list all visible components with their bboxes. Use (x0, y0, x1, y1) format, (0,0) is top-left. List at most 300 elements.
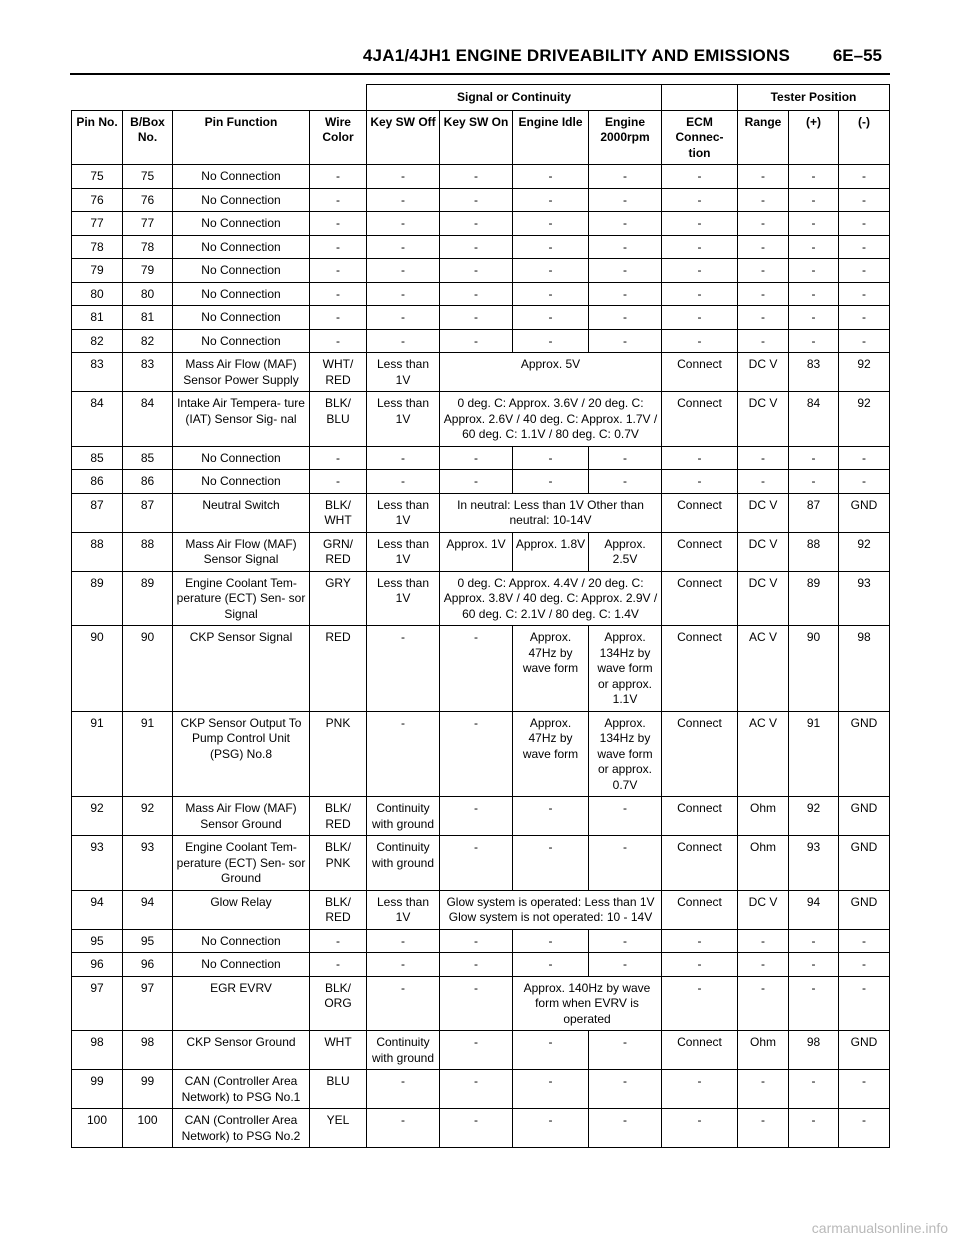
header-plus: (+) (789, 110, 839, 165)
table-row (72, 1109, 890, 1148)
engine-2000rpm-cell: - (589, 1070, 662, 1109)
wire-color-cell: PNK (310, 711, 367, 797)
key-sw-off-cell: - (367, 711, 440, 797)
engine-idle-cell: - (513, 470, 589, 494)
tester-minus-cell: - (839, 165, 890, 189)
tester-plus-cell: - (789, 188, 839, 212)
pin-no-cell: 88 (72, 532, 123, 571)
pin-no-cell: 94 (72, 890, 123, 929)
header-minus: (-) (839, 110, 890, 165)
pin-no-cell: 89 (72, 571, 123, 626)
bbox-no-cell: 89 (123, 571, 173, 626)
pin-function-cell: Mass Air Flow (MAF) Sensor Power Supply (173, 353, 310, 392)
pin-function-cell: No Connection (173, 953, 310, 977)
signal-value-cell: In neutral: Less than 1V Other than neutral: 10-14V (440, 493, 662, 532)
range-cell: - (738, 235, 789, 259)
header-range: Range (738, 110, 789, 165)
engine-idle-cell: - (513, 235, 589, 259)
tester-plus-cell: 89 (789, 571, 839, 626)
key-sw-on-cell: Approx. 1V (440, 532, 513, 571)
engine-2000rpm-cell: - (589, 282, 662, 306)
header-key-sw-on: Key SW On (440, 110, 513, 165)
wire-color-cell: - (310, 188, 367, 212)
wire-color-cell: - (310, 929, 367, 953)
pin-function-cell: No Connection (173, 306, 310, 330)
table-row (72, 282, 890, 306)
header-engine-2000rpm: Engine 2000rpm (589, 110, 662, 165)
pin-function-cell: No Connection (173, 329, 310, 353)
pin-function-cell: No Connection (173, 235, 310, 259)
engine-2000rpm-cell: - (589, 836, 662, 891)
range-cell: - (738, 306, 789, 330)
range-cell: DC V (738, 353, 789, 392)
pin-function-cell: No Connection (173, 212, 310, 236)
pin-no-cell: 76 (72, 188, 123, 212)
bbox-no-cell: 78 (123, 235, 173, 259)
tester-plus-cell: 88 (789, 532, 839, 571)
ecm-connection-cell: Connect (662, 353, 738, 392)
pin-no-cell: 96 (72, 953, 123, 977)
key-sw-off-cell: - (367, 470, 440, 494)
table-row (72, 188, 890, 212)
engine-2000rpm-cell: - (589, 306, 662, 330)
tester-minus-cell: - (839, 976, 890, 1031)
range-cell: DC V (738, 890, 789, 929)
bbox-no-cell: 88 (123, 532, 173, 571)
key-sw-on-cell: - (440, 711, 513, 797)
engine-idle-cell: - (513, 1109, 589, 1148)
header-ecm-connection: ECM Connec- tion (662, 110, 738, 165)
ecm-connection-cell: - (662, 329, 738, 353)
pin-no-cell: 82 (72, 329, 123, 353)
tester-minus-cell: - (839, 1109, 890, 1148)
engine-2000rpm-cell: - (589, 1109, 662, 1148)
bbox-no-cell: 81 (123, 306, 173, 330)
wire-color-cell: BLK/ RED (310, 797, 367, 836)
pin-function-cell: No Connection (173, 929, 310, 953)
range-cell: - (738, 953, 789, 977)
pin-function-cell: No Connection (173, 165, 310, 189)
pin-no-cell: 93 (72, 836, 123, 891)
engine-idle-cell: - (513, 188, 589, 212)
bbox-no-cell: 95 (123, 929, 173, 953)
key-sw-on-cell: - (440, 929, 513, 953)
tester-plus-cell: - (789, 976, 839, 1031)
wire-color-cell: WHT (310, 1031, 367, 1070)
table-row (72, 626, 890, 712)
engine-idle-cell: - (513, 836, 589, 891)
wire-color-cell: YEL (310, 1109, 367, 1148)
range-cell: - (738, 212, 789, 236)
engine-2000rpm-cell: - (589, 1031, 662, 1070)
pin-no-cell: 92 (72, 797, 123, 836)
key-sw-on-cell: - (440, 188, 513, 212)
engine-idle-cell: - (513, 1031, 589, 1070)
range-cell: - (738, 282, 789, 306)
pin-function-cell: CKP Sensor Ground (173, 1031, 310, 1070)
ecm-connection-cell: Connect (662, 626, 738, 712)
key-sw-off-cell: Less than 1V (367, 353, 440, 392)
engine-idle-cell: - (513, 329, 589, 353)
wire-color-cell: - (310, 282, 367, 306)
key-sw-on-cell: - (440, 212, 513, 236)
key-sw-on-cell: - (440, 259, 513, 283)
tester-group-header: Tester Position (738, 85, 890, 111)
column-header-row (72, 110, 890, 165)
wire-color-cell: RED (310, 626, 367, 712)
key-sw-off-cell: - (367, 953, 440, 977)
bbox-no-cell: 92 (123, 797, 173, 836)
header-engine-idle: Engine Idle (513, 110, 589, 165)
page-title: 4JA1/4JH1 ENGINE DRIVEABILITY AND EMISSIONS (362, 46, 790, 65)
range-cell: Ohm (738, 836, 789, 891)
range-cell: AC V (738, 626, 789, 712)
pin-no-cell: 87 (72, 493, 123, 532)
table-row (72, 212, 890, 236)
table-row (72, 836, 890, 891)
engine-idle-cell: - (513, 953, 589, 977)
table-row (72, 329, 890, 353)
engine-2000rpm-cell: Approx. 134Hz by wave form or approx. 1.1V (589, 626, 662, 712)
wire-color-cell: - (310, 212, 367, 236)
tester-minus-cell: - (839, 212, 890, 236)
engine-idle-cell: - (513, 446, 589, 470)
tester-minus-cell: GND (839, 836, 890, 891)
pin-function-cell: Glow Relay (173, 890, 310, 929)
tester-minus-cell: - (839, 929, 890, 953)
engine-2000rpm-cell: - (589, 259, 662, 283)
key-sw-on-cell: - (440, 797, 513, 836)
table-row (72, 1070, 890, 1109)
range-cell: Ohm (738, 1031, 789, 1070)
engine-2000rpm-cell: - (589, 470, 662, 494)
pin-no-cell: 77 (72, 212, 123, 236)
tester-plus-cell: - (789, 235, 839, 259)
ecm-connection-cell: Connect (662, 797, 738, 836)
range-cell: - (738, 929, 789, 953)
page-number: 6E–55 (832, 46, 882, 65)
wire-color-cell: - (310, 235, 367, 259)
range-cell: DC V (738, 532, 789, 571)
key-sw-on-cell: - (440, 953, 513, 977)
ecm-connection-cell: Connect (662, 890, 738, 929)
ecm-connection-cell: Connect (662, 711, 738, 797)
table-row (72, 571, 890, 626)
bbox-no-cell: 84 (123, 392, 173, 447)
tester-plus-cell: - (789, 259, 839, 283)
bbox-no-cell: 99 (123, 1070, 173, 1109)
range-cell: - (738, 259, 789, 283)
tester-minus-cell: - (839, 329, 890, 353)
key-sw-off-cell: - (367, 259, 440, 283)
key-sw-off-cell: - (367, 1070, 440, 1109)
bbox-no-cell: 96 (123, 953, 173, 977)
engine-2000rpm-cell: - (589, 329, 662, 353)
range-cell: - (738, 329, 789, 353)
header-key-sw-off: Key SW Off (367, 110, 440, 165)
range-cell: - (738, 976, 789, 1031)
tester-minus-cell: - (839, 188, 890, 212)
pin-function-cell: No Connection (173, 446, 310, 470)
header-pin-no: Pin No. (72, 110, 123, 165)
engine-idle-cell: Approx. 1.8V (513, 532, 589, 571)
key-sw-off-cell: - (367, 446, 440, 470)
ecm-connection-cell: - (662, 446, 738, 470)
tester-minus-cell: - (839, 306, 890, 330)
bbox-no-cell: 87 (123, 493, 173, 532)
key-sw-on-cell: - (440, 446, 513, 470)
pin-function-cell: Mass Air Flow (MAF) Sensor Signal (173, 532, 310, 571)
pin-function-cell: No Connection (173, 259, 310, 283)
pin-function-cell: No Connection (173, 282, 310, 306)
wire-color-cell: BLK/ WHT (310, 493, 367, 532)
key-sw-off-cell: - (367, 329, 440, 353)
tester-minus-cell: 93 (839, 571, 890, 626)
tester-minus-cell: - (839, 282, 890, 306)
key-sw-off-cell: - (367, 1109, 440, 1148)
ecm-connection-cell: Connect (662, 1031, 738, 1070)
table-row (72, 797, 890, 836)
pin-function-cell: Neutral Switch (173, 493, 310, 532)
wire-color-cell: - (310, 259, 367, 283)
key-sw-off-cell: Less than 1V (367, 532, 440, 571)
wire-color-cell: BLK/ PNK (310, 836, 367, 891)
table-row (72, 306, 890, 330)
ecm-connection-cell: Connect (662, 836, 738, 891)
engine-2000rpm-cell: - (589, 165, 662, 189)
signal-value-cell: Approx. 5V (440, 353, 662, 392)
engine-idle-cell: - (513, 212, 589, 236)
header-wire-color: Wire Color (310, 110, 367, 165)
pin-no-cell: 75 (72, 165, 123, 189)
engine-2000rpm-cell: - (589, 953, 662, 977)
wire-color-cell: - (310, 329, 367, 353)
bbox-no-cell: 91 (123, 711, 173, 797)
tester-plus-cell: - (789, 1070, 839, 1109)
tester-plus-cell: 98 (789, 1031, 839, 1070)
engine-idle-cell: Approx. 47Hz by wave form (513, 711, 589, 797)
table-row (72, 392, 890, 447)
bbox-no-cell: 94 (123, 890, 173, 929)
table-row (72, 493, 890, 532)
key-sw-on-cell: - (440, 1031, 513, 1070)
key-sw-off-cell: Continuity with ground (367, 836, 440, 891)
tester-minus-cell: - (839, 953, 890, 977)
table-row (72, 1031, 890, 1070)
pin-no-cell: 90 (72, 626, 123, 712)
tester-minus-cell: 92 (839, 532, 890, 571)
pin-no-cell: 100 (72, 1109, 123, 1148)
range-cell: - (738, 1070, 789, 1109)
tester-minus-cell: 92 (839, 392, 890, 447)
tester-minus-cell: - (839, 470, 890, 494)
range-cell: DC V (738, 493, 789, 532)
pin-function-cell: No Connection (173, 470, 310, 494)
wire-color-cell: BLK/ RED (310, 890, 367, 929)
bbox-no-cell: 77 (123, 212, 173, 236)
range-cell: - (738, 165, 789, 189)
tester-plus-cell: - (789, 306, 839, 330)
signal-value-cell: Approx. 140Hz by wave form when EVRV is operated (513, 976, 662, 1031)
tester-minus-cell: 92 (839, 353, 890, 392)
range-cell: DC V (738, 571, 789, 626)
key-sw-off-cell: - (367, 976, 440, 1031)
tester-plus-cell: 83 (789, 353, 839, 392)
table-row (72, 953, 890, 977)
wire-color-cell: - (310, 165, 367, 189)
pin-no-cell: 97 (72, 976, 123, 1031)
table-row (72, 259, 890, 283)
wire-color-cell: GRN/ RED (310, 532, 367, 571)
key-sw-off-cell: Continuity with ground (367, 1031, 440, 1070)
tester-plus-cell: - (789, 282, 839, 306)
engine-2000rpm-cell: Approx. 2.5V (589, 532, 662, 571)
tester-plus-cell: 92 (789, 797, 839, 836)
engine-2000rpm-cell: - (589, 188, 662, 212)
pin-function-cell: CAN (Controller Area Network) to PSG No.2 (173, 1109, 310, 1148)
wire-color-cell: BLK/ ORG (310, 976, 367, 1031)
key-sw-on-cell: - (440, 329, 513, 353)
key-sw-off-cell: - (367, 282, 440, 306)
key-sw-on-cell: - (440, 235, 513, 259)
bbox-no-cell: 97 (123, 976, 173, 1031)
key-sw-off-cell: - (367, 626, 440, 712)
tester-minus-cell: GND (839, 711, 890, 797)
tester-plus-cell: 87 (789, 493, 839, 532)
header-pin-function: Pin Function (173, 110, 310, 165)
engine-idle-cell: - (513, 282, 589, 306)
table-row (72, 929, 890, 953)
wire-color-cell: - (310, 953, 367, 977)
engine-idle-cell: - (513, 929, 589, 953)
table-row (72, 235, 890, 259)
key-sw-off-cell: - (367, 235, 440, 259)
key-sw-on-cell: - (440, 165, 513, 189)
pin-no-cell: 83 (72, 353, 123, 392)
tester-plus-cell: - (789, 446, 839, 470)
pin-no-cell: 84 (72, 392, 123, 447)
tester-minus-cell: GND (839, 797, 890, 836)
tester-minus-cell: GND (839, 1031, 890, 1070)
key-sw-off-cell: Less than 1V (367, 392, 440, 447)
key-sw-off-cell: - (367, 165, 440, 189)
pin-no-cell: 80 (72, 282, 123, 306)
pin-table (71, 84, 890, 1148)
pin-no-cell: 86 (72, 470, 123, 494)
engine-idle-cell: - (513, 306, 589, 330)
range-cell: - (738, 470, 789, 494)
tester-plus-cell: 94 (789, 890, 839, 929)
wire-color-cell: - (310, 446, 367, 470)
key-sw-on-cell: - (440, 1109, 513, 1148)
bbox-no-cell: 82 (123, 329, 173, 353)
ecm-connection-cell: - (662, 976, 738, 1031)
pin-function-cell: CKP Sensor Signal (173, 626, 310, 712)
range-cell: Ohm (738, 797, 789, 836)
table-row (72, 446, 890, 470)
bbox-no-cell: 100 (123, 1109, 173, 1148)
pin-function-cell: No Connection (173, 188, 310, 212)
wire-color-cell: WHT/ RED (310, 353, 367, 392)
table-row (72, 532, 890, 571)
tester-minus-cell: - (839, 235, 890, 259)
ecm-connection-cell: - (662, 306, 738, 330)
range-cell: - (738, 188, 789, 212)
table-row (72, 976, 890, 1031)
ecm-connection-cell: - (662, 188, 738, 212)
key-sw-off-cell: - (367, 929, 440, 953)
tester-plus-cell: - (789, 165, 839, 189)
key-sw-on-cell: - (440, 976, 513, 1031)
wire-color-cell: BLK/ BLU (310, 392, 367, 447)
engine-2000rpm-cell: - (589, 929, 662, 953)
tester-plus-cell: 93 (789, 836, 839, 891)
pin-no-cell: 95 (72, 929, 123, 953)
bbox-no-cell: 83 (123, 353, 173, 392)
bbox-no-cell: 75 (123, 165, 173, 189)
bbox-no-cell: 93 (123, 836, 173, 891)
key-sw-on-cell: - (440, 626, 513, 712)
key-sw-on-cell: - (440, 836, 513, 891)
ecm-connection-cell: Connect (662, 392, 738, 447)
ecm-connection-cell: Connect (662, 532, 738, 571)
key-sw-off-cell: Less than 1V (367, 890, 440, 929)
key-sw-off-cell: Less than 1V (367, 493, 440, 532)
ecm-connection-cell: - (662, 1109, 738, 1148)
watermark: carmanualsonline.info (811, 1220, 948, 1236)
pin-no-cell: 98 (72, 1031, 123, 1070)
tester-minus-cell: GND (839, 493, 890, 532)
tester-plus-cell: - (789, 1109, 839, 1148)
pin-function-cell: Mass Air Flow (MAF) Sensor Ground (173, 797, 310, 836)
pin-no-cell: 99 (72, 1070, 123, 1109)
engine-2000rpm-cell: - (589, 797, 662, 836)
pin-no-cell: 85 (72, 446, 123, 470)
key-sw-on-cell: - (440, 470, 513, 494)
ecm-connection-cell: - (662, 165, 738, 189)
pin-function-cell: CAN (Controller Area Network) to PSG No.1 (173, 1070, 310, 1109)
tester-plus-cell: - (789, 470, 839, 494)
tester-minus-cell: - (839, 446, 890, 470)
group-header-row (72, 85, 890, 111)
signal-value-cell: Glow system is operated: Less than 1V Glow system is not operated: 10 - 14V (440, 890, 662, 929)
bbox-no-cell: 85 (123, 446, 173, 470)
pin-function-cell: Engine Coolant Tem- perature (ECT) Sen- sor Ground (173, 836, 310, 891)
key-sw-off-cell: - (367, 306, 440, 330)
table-row (72, 353, 890, 392)
key-sw-on-cell: - (440, 306, 513, 330)
ecm-connection-cell: Connect (662, 493, 738, 532)
tester-plus-cell: 91 (789, 711, 839, 797)
engine-2000rpm-cell: - (589, 446, 662, 470)
bbox-no-cell: 76 (123, 188, 173, 212)
pin-function-cell: Engine Coolant Tem- perature (ECT) Sen- sor Signal (173, 571, 310, 626)
blank-corner (72, 85, 367, 111)
table-row (72, 711, 890, 797)
header-bbox-no: B/Box No. (123, 110, 173, 165)
tester-minus-cell: - (839, 1070, 890, 1109)
pin-function-cell: EGR EVRV (173, 976, 310, 1031)
ecm-connection-cell: - (662, 929, 738, 953)
signal-value-cell: 0 deg. C: Approx. 4.4V / 20 deg. C: Approx. 3.8V / 40 deg. C: Approx. 2.9V / 60 deg. C: 2.1V / 80 deg. C: 1.4V (440, 571, 662, 626)
pin-no-cell: 79 (72, 259, 123, 283)
pin-no-cell: 81 (72, 306, 123, 330)
engine-idle-cell: - (513, 165, 589, 189)
pin-no-cell: 78 (72, 235, 123, 259)
tester-minus-cell: 98 (839, 626, 890, 712)
range-cell: - (738, 1109, 789, 1148)
bbox-no-cell: 79 (123, 259, 173, 283)
